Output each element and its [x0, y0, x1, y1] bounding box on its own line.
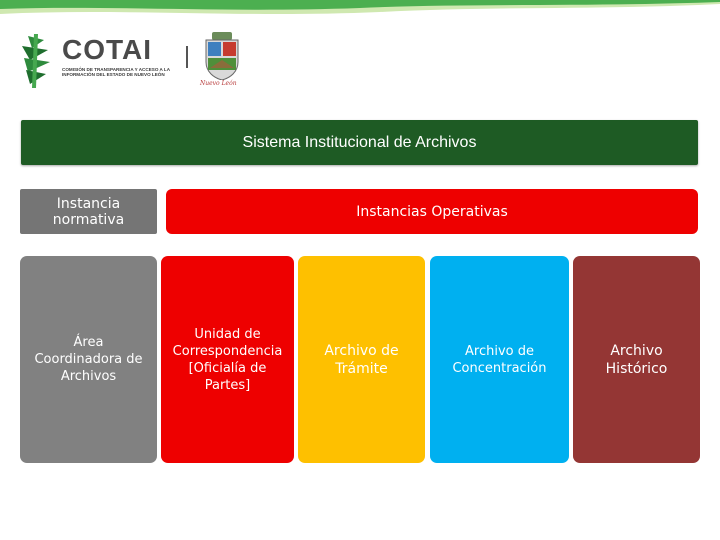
area-coordinadora-label: Área Coordinadora de Archivos [34, 335, 143, 384]
archivo-concentracion-label: Archivo de Concentración [452, 343, 547, 376]
logo-separator [186, 46, 188, 68]
top-decorative-band [0, 0, 720, 24]
seal-signature: Nuevo León [200, 80, 237, 87]
instancia-normativa-label: Instancia normativa [52, 195, 125, 228]
archivo-historico-label: Archivo Histórico [605, 342, 668, 377]
instancia-normativa-header [20, 189, 157, 234]
area-coordinadora-box [20, 256, 157, 463]
cotai-logo [14, 32, 254, 92]
cotai-leaf-icon [14, 32, 58, 90]
unidad-correspondencia-box [161, 256, 294, 463]
archivo-concentracion-box [430, 256, 569, 463]
archivo-tramite-label: Archivo de Trámite [324, 342, 399, 377]
state-seal-icon [200, 32, 244, 80]
archivo-tramite-box [298, 256, 425, 463]
instancias-operativas-header [166, 189, 698, 234]
diagram-title-banner [21, 120, 698, 165]
logo-name: COTAI [62, 34, 153, 65]
archivo-historico-box [573, 256, 700, 463]
unidad-correspondencia-label: Unidad de Correspondencia [Oficialía de Partes] [172, 326, 283, 393]
logo-subtitle: COMISIÓN DE TRANSPARENCIA Y ACCESO A LA INFORMACIÓN DEL ESTADO DE NUEVO LEÓN [62, 67, 170, 78]
diagram-title: Sistema Institucional de Archivos [242, 133, 477, 151]
instancias-operativas-label: Instancias Operativas [356, 203, 508, 220]
